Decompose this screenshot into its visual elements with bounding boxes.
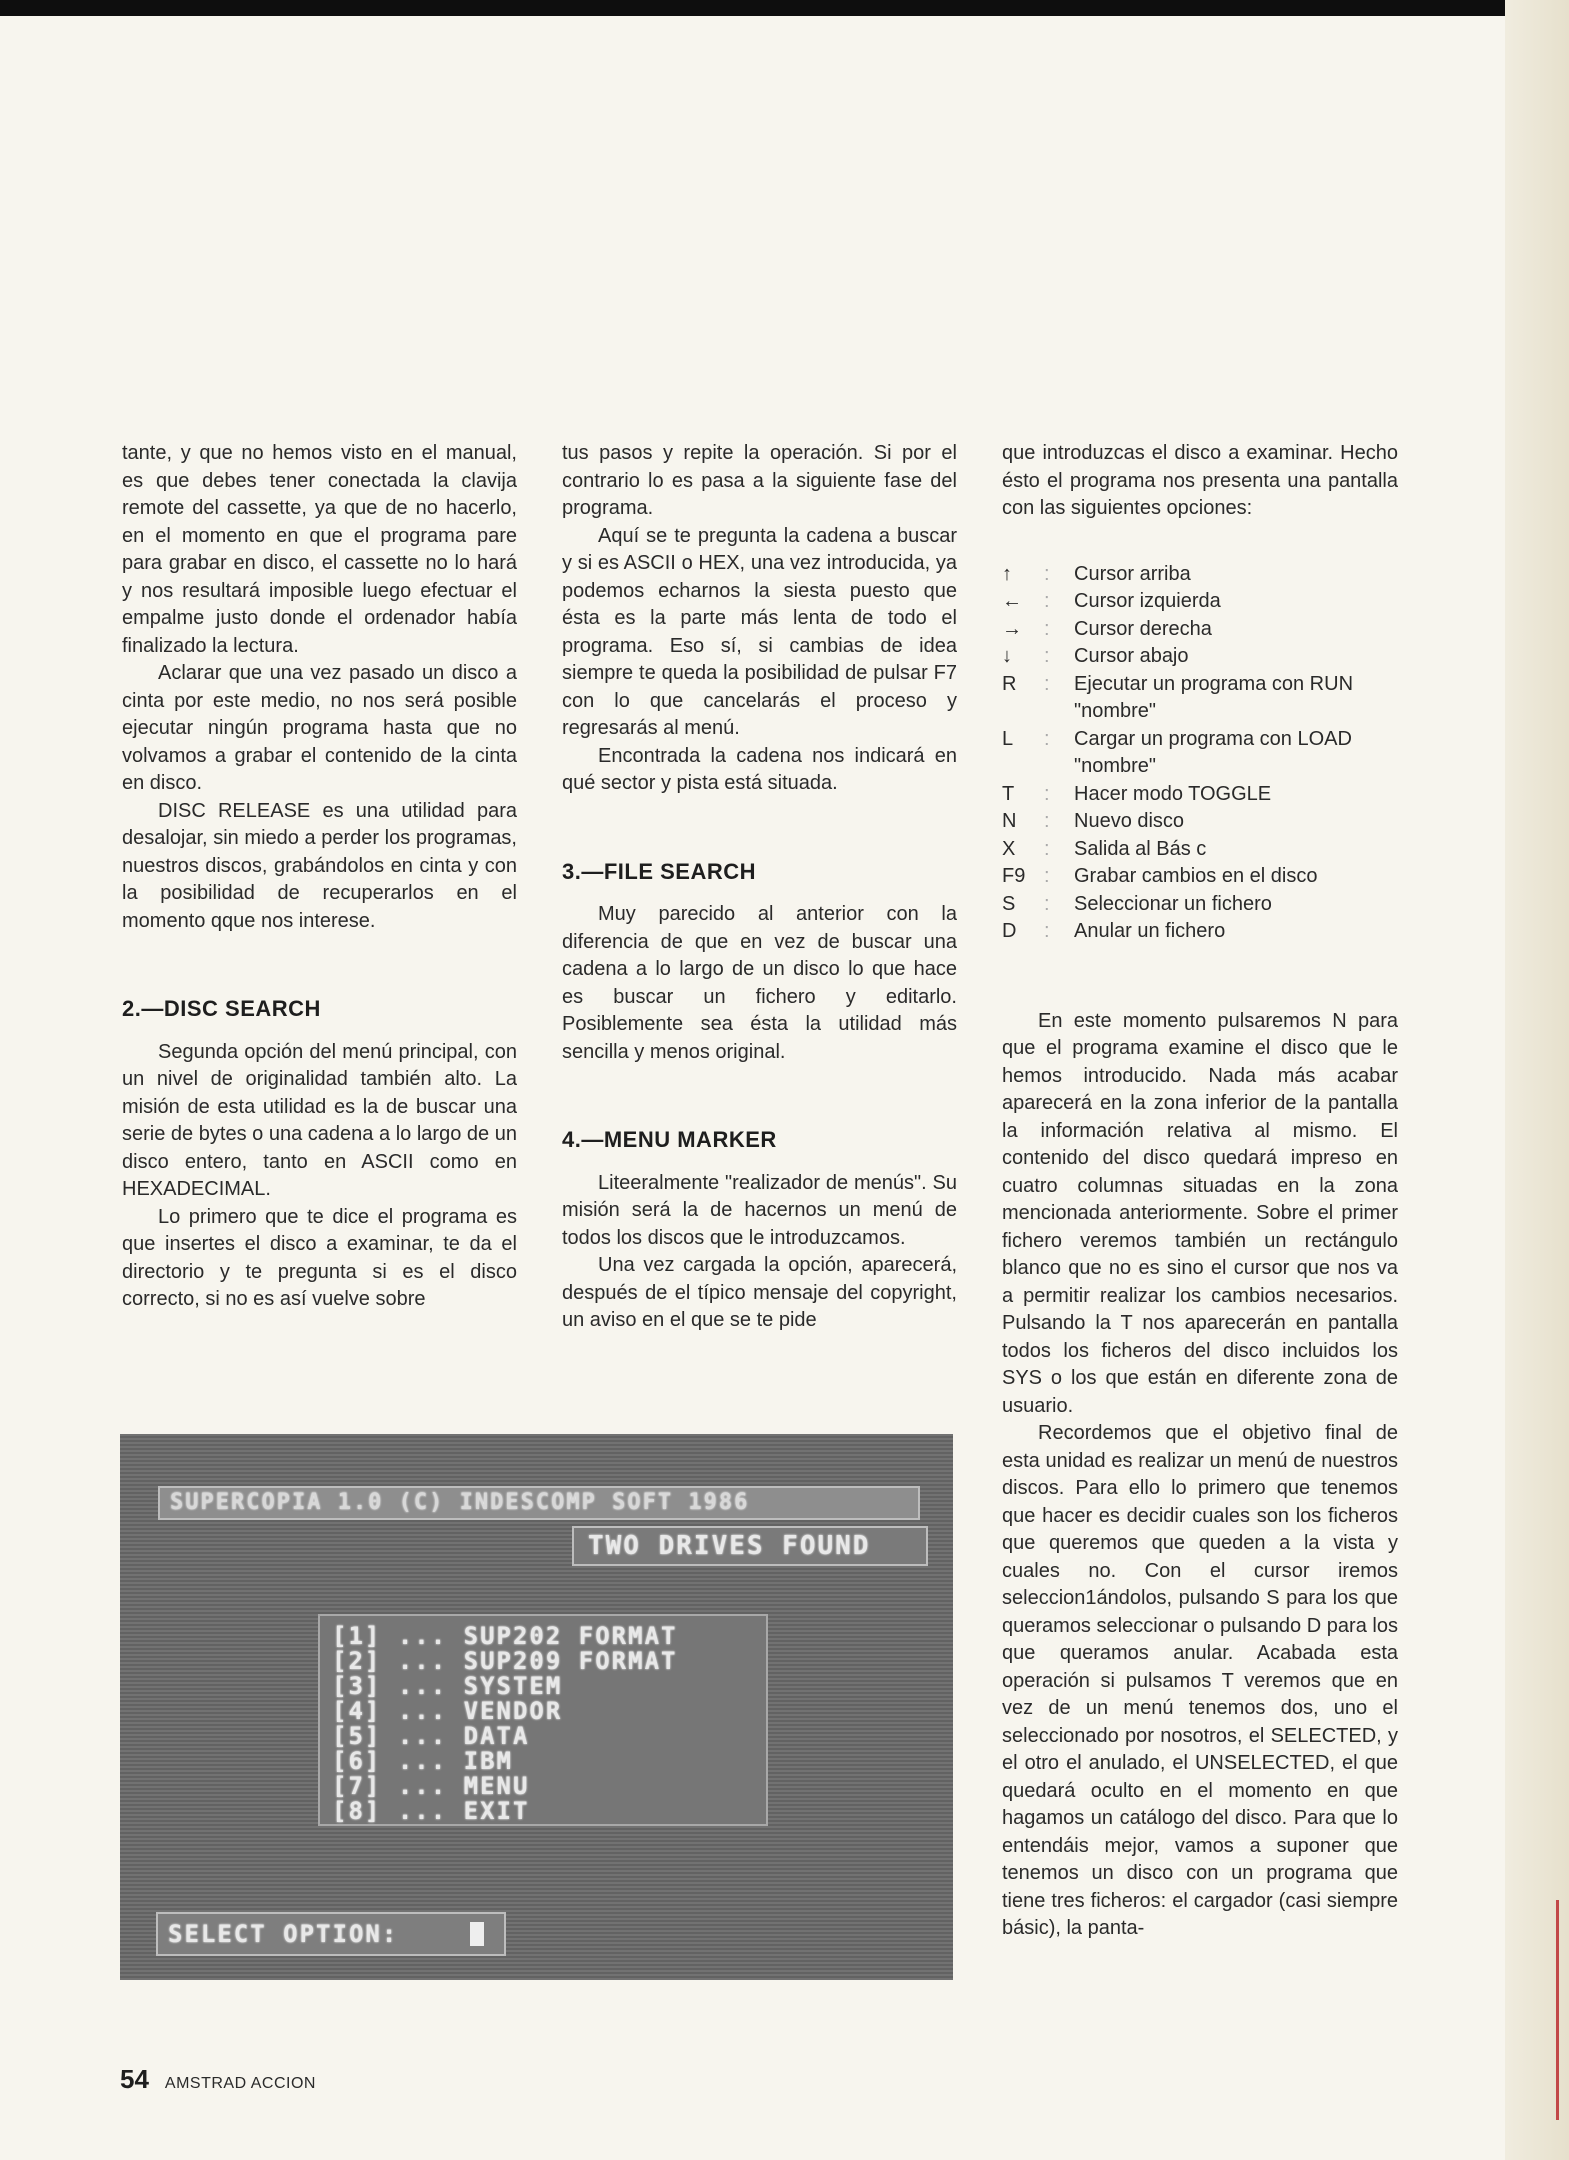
paragraph: Una vez cargada la opción, aparecerá, después de el típico mensaje del copyright, un aviso en el que se te pide (562, 1254, 957, 1331)
paragraph: Segunda opción del menú principal, con un nivel de originalidad también alto. La misión de esta utilidad es la de buscar una serie de bytes o una cadena a lo largo de un disco entero, tanto en ASCII como en HEXADECIMAL. (122, 1040, 517, 1200)
page-number: 54 (120, 2064, 149, 2094)
drives-found-text: TWO DRIVES FOUND (588, 1531, 871, 1561)
menu-row: [3] ... SYSTEM (332, 1672, 563, 1700)
paragraph: Recordemos que el objetivo final de esta unidad es realizar un menú de nuestros discos. Para ello lo primero que tenemos que hacer es decidir cuales son los ficheros que queremos que queden a la vista y cuales no. Con el cursor iremos seleccion1ándolos, pulsando S para los que queramos seleccionar o pulsando D para los que queramos anular. Acabada esta operación si pulsamos T veremos que en vez de un menú tenemos dos, uno el seleccionado por nosotros, el SELECTED, y el otro el anulado, el UNSELECTED, el que quedará oculto en el momento en que hagamos un catálogo del disco. Para que lo entendáis mejor, vamos a suponer que tenemos un disco con un programa que tiene tres ficheros: el cargador (casi siempre básic), la panta- (1002, 1422, 1398, 1939)
column-2 (562, 440, 957, 1335)
section-heading-menu-marker: 4.—MENU MARKER (562, 1127, 777, 1152)
menu-row: [7] ... MENU (332, 1772, 530, 1800)
key-list-item: T : Hacer modo TOGGLE (1002, 782, 1272, 805)
column-3 (1002, 440, 1398, 1943)
menu-row: [4] ... VENDOR (332, 1697, 563, 1725)
drives-found-box (572, 1526, 928, 1566)
key-list (1002, 561, 1398, 946)
paragraph: Encontrada la cadena nos indicará en qué sector y pista está situada. (562, 744, 957, 794)
menu-row: [1] ... SUP202 FORMAT (332, 1622, 678, 1650)
paragraph: Muy parecido al anterior con la diferencia de que en vez de buscar una cadena a lo largo de un disco lo que hace es buscar un fichero y editarlo. Posiblemente sea ésta la utilidad más sencilla y menos original. (562, 903, 957, 1063)
key-list-item: ↓ : Cursor abajo (1002, 643, 1398, 671)
key-list-item: ← : Cursor izquierda (1002, 588, 1398, 616)
page-footer (120, 2064, 316, 2095)
key-list-item: X : Salida al Bás c (1002, 837, 1207, 860)
arrow-up-icon: ↑ (1002, 562, 1012, 585)
paragraph: En este momento pulsaremos N para que el programa examine el disco que le hemos introducido. Nada más acabar aparecerá en la zona inferior de la pantalla la información relativa al mismo. El contenido del disco quedará impreso en cuatro columnas situadas en la zona mencionada anteriormente. Sobre el primer fichero veremos también un rectángulo blanco que no es sino el cursor que nos va a permitir realizar los cambios necesarios. Pulsando la T nos aparecerán en pantalla todos los ficheros del disco incluidos los SYS o los que están en diferente zona de usuario. (1002, 1009, 1398, 1417)
menu-row: [6] ... IBM (332, 1747, 513, 1775)
scan-top-edge (0, 0, 1569, 16)
select-option-prompt-box (156, 1912, 506, 1956)
key-list-item: D : Anular un fichero (1002, 920, 1226, 942)
page-edge-mark (1556, 1900, 1559, 2120)
select-option-prompt: SELECT OPTION: (168, 1920, 399, 1948)
magazine-name: AMSTRAD ACCION (164, 2075, 316, 2092)
paragraph: Aquí se te pregunta la cadena a buscar y si es ASCII o HEX, una vez introducida, ya podemos echarnos la siesta puesto que ésta es la parte más lenta de todo el programa. Eso sí, si cambias de idea siempre te queda la posibilidad de pulsar F7 con lo que cancelarás el proceso y regresarás al menú. (562, 524, 957, 739)
key-list-item: N : Nuevo disco (1002, 810, 1185, 832)
screen-title-bar (158, 1486, 920, 1520)
section-heading-file-search: 3.—FILE SEARCH (562, 858, 757, 884)
program-screenshot (120, 1434, 953, 1980)
key-list-item: L : Cargar un programa con LOAD "nombre" (1002, 727, 1352, 777)
menu-row: [8] ... EXIT (332, 1797, 530, 1825)
paragraph: tus pasos y repite la operación. Si por el contrario lo es pasa a la siguiente fase del programa. (562, 442, 957, 519)
arrow-left-icon: ← (1002, 590, 1022, 612)
key-list-item: R : Ejecutar un programa con RUN "nombre" (1002, 672, 1354, 722)
key-list-item: S : Seleccionar un fichero (1002, 892, 1272, 915)
text-cursor (470, 1922, 484, 1946)
option-menu (318, 1614, 768, 1826)
key-list-item: ↑ : Cursor arriba (1002, 561, 1398, 589)
paragraph: Liteeralmente "realizador de menús". Su misión será la de hacernos un menú de todos los discos que le introduzcamos. (562, 1171, 957, 1249)
paragraph: DISC RELEASE es una utilidad para desalojar, sin miedo a perder los programas, nuestros discos, grabándolos en cinta y con la posibilidad de recuperarlos en el momento qque nos interese. (122, 799, 517, 932)
key-list-item: F9 : Grabar cambios en el disco (1002, 865, 1318, 887)
section-heading-disc-search: 2.—DISC SEARCH (122, 996, 321, 1021)
screen-title: SUPERCOPIA 1.0 (C) INDESCOMP SOFT 1986 (170, 1490, 750, 1515)
menu-row: [5] ... DATA (332, 1722, 530, 1750)
column-1 (122, 440, 517, 1314)
arrow-right-icon: → (1002, 617, 1022, 640)
paragraph: que introduzcas el disco a examinar. Hecho ésto el programa nos presenta una pantalla con las siguientes opciones: (1002, 442, 1398, 519)
menu-row: [2] ... SUP209 FORMAT (332, 1647, 678, 1675)
page-gutter-shadow (1505, 0, 1569, 2160)
paragraph: Lo primero que te dice el programa es que insertes el disco a examinar, te da el directorio y te pregunta si es el disco correcto, si no es así vuelve sobre (122, 1205, 517, 1310)
arrow-down-icon: ↓ (1002, 645, 1012, 667)
paragraph: tante, y que no hemos visto en el manual, es que debes tener conectada la clavija remote del cassette, ya que de no hacerlo, en el momento en que el programa pare para grabar en disco, el cassette no lo hará y nos resultará imposible luego efectuar el empalme justo donde el ordenador había finalizado la lectura. (122, 442, 517, 657)
key-list-item: → : Cursor derecha (1002, 616, 1398, 644)
paragraph: Aclarar que una vez pasado un disco a cinta por este medio, no nos será posible ejecutar ningún programa hasta que no volvamos a grabar el contenido de la cinta en disco. (122, 662, 517, 794)
